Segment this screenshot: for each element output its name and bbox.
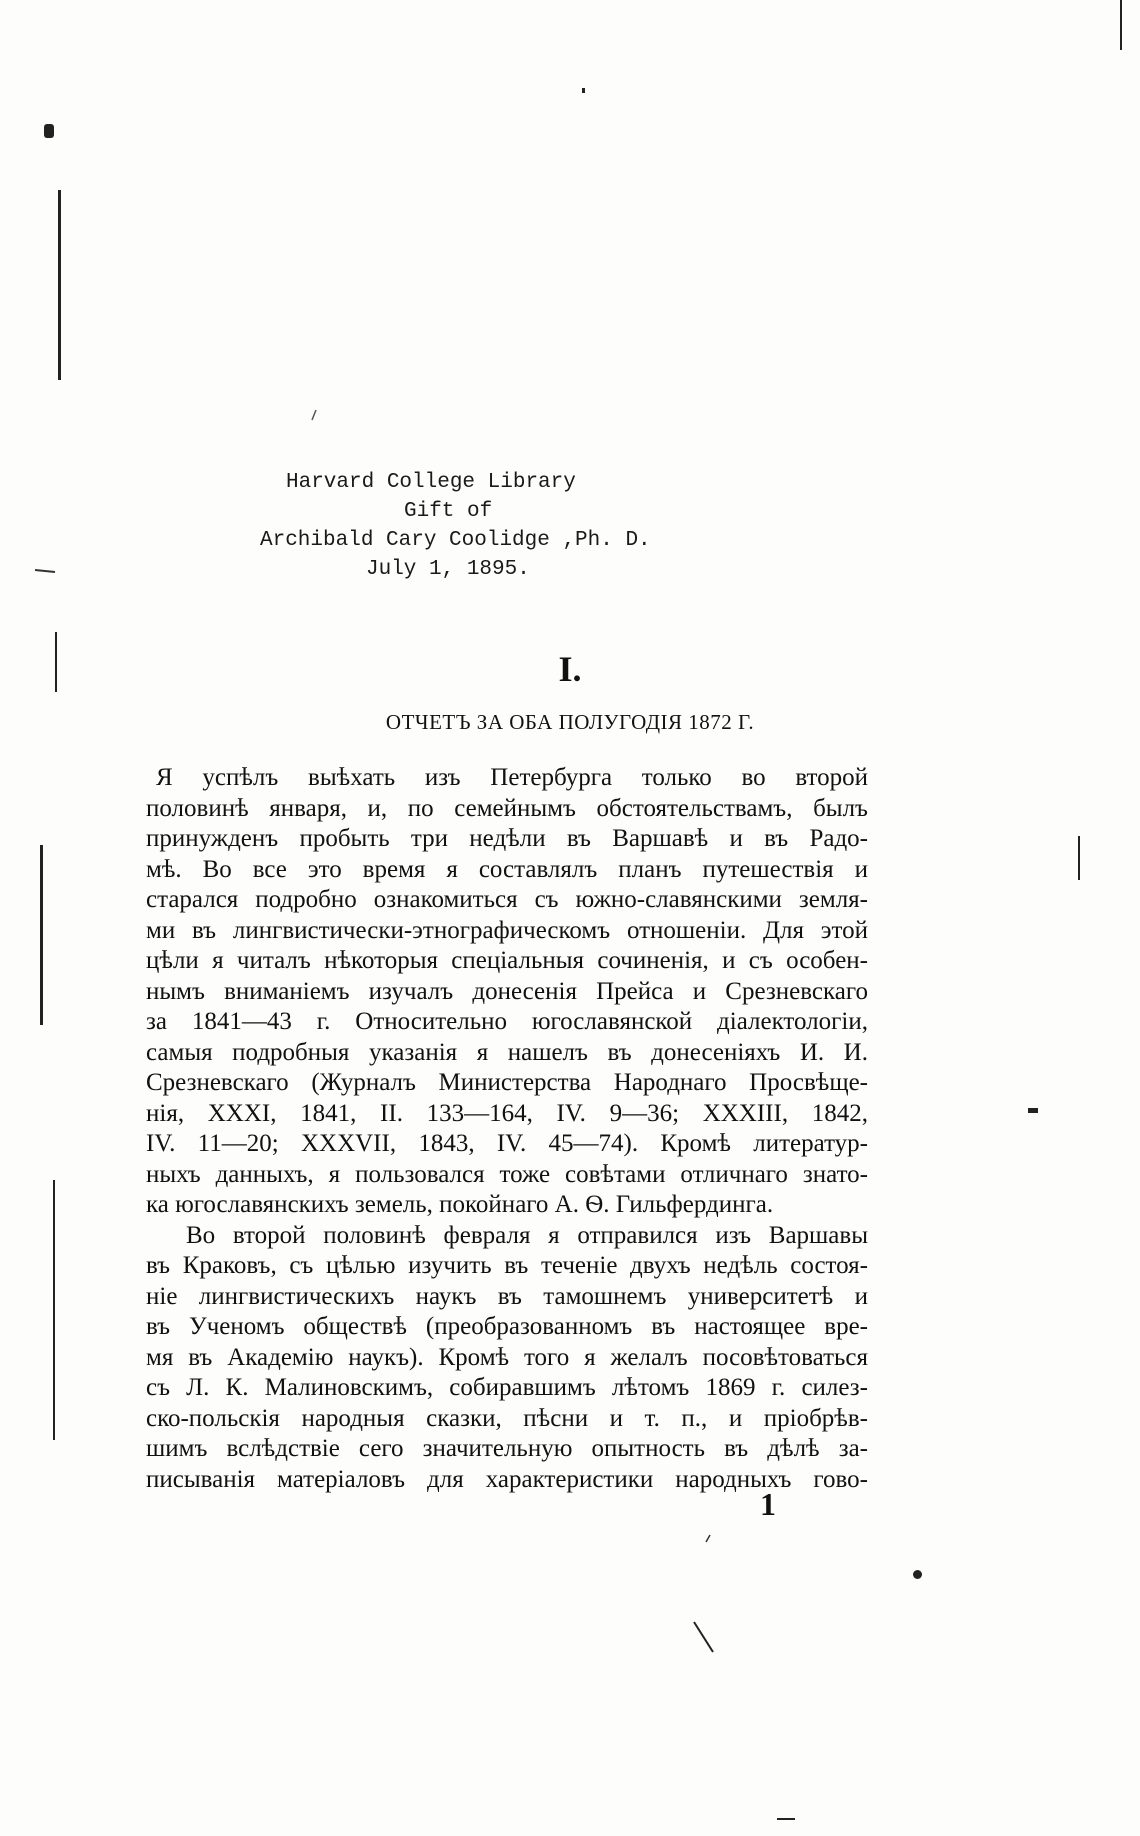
stamp-line-donor: Archibald Cary Coolidge ,Ph. D. (260, 529, 651, 552)
page-number: 1 (760, 1486, 776, 1522)
text-line: ми въ лингвистически-этнографическомъ отношеніи. Для этой (146, 916, 868, 944)
text-line: старался подробно ознакомиться съ южно-славянскими земля- (146, 886, 868, 913)
text-line: ка югославянскихъ земель, покойнаго А. Ѳ. Гильфердинга. (146, 1191, 774, 1218)
text-line: писыванія матеріаловъ для характеристики народныхъ гово- (146, 1465, 868, 1493)
scan-speck (777, 1818, 795, 1820)
text-line: принужденъ пробыть три недѣли въ Варшавѣ и въ Радо- (146, 825, 868, 852)
body-text (146, 763, 868, 1495)
text-line: нія, XXXI, 1841, II. 133—164, IV. 9—36; XXXIII, 1842, (146, 1099, 868, 1127)
scan-edge-line (40, 845, 43, 1025)
text-line: нымъ вниманіемъ изучалъ донесенія Прейса и Срезневскаго (146, 977, 868, 1005)
scan-edge-line (55, 632, 57, 692)
text-line: съ Л. К. Малиновскимъ, собиравшимъ лѣтомъ 1869 г. силез- (146, 1374, 868, 1401)
scan-edge-line (53, 1180, 55, 1440)
text-line: мѣ. Во все это время я составлялъ планъ путешествія и (146, 855, 868, 883)
scan-speck (913, 1570, 922, 1579)
text-line: Во второй половинѣ февраля я отправился изъ Варшавы (186, 1221, 868, 1249)
scan-speck (1028, 1108, 1038, 1113)
stamp-line-date: July 1, 1895. (366, 558, 530, 581)
stamp-line-library: Harvard College Library (286, 471, 576, 494)
text-line: шимъ вслѣдствіе сего значительную опытность въ дѣлѣ за- (146, 1435, 868, 1462)
stamp-line-gift: Gift of (404, 500, 493, 523)
text-line: въ Ученомъ обществѣ (преобразованномъ въ настоящее вре- (146, 1313, 868, 1340)
text-line: мя въ Академію наукъ). Кромѣ того я желалъ посовѣтоваться (146, 1343, 868, 1371)
text-line: IV. 11—20; XXXVII, 1843, IV. 45—74). Кромѣ литератур- (146, 1130, 868, 1157)
text-line: ніе лингвистическихъ наукъ въ тамошнемъ университетѣ и (146, 1282, 868, 1310)
section-title: ОТЧЕТЪ ЗА ОБА ПОЛУГОДІЯ 1872 Г. (385, 710, 755, 734)
scan-edge-line (58, 190, 61, 380)
text-line: половинѣ января, и, по семейнымъ обстоятельствамъ, былъ (146, 794, 868, 822)
scan-speck (582, 88, 585, 93)
library-stamp (240, 468, 710, 584)
text-line: ныхъ данныхъ, я пользовался тоже совѣтами отличнаго знато- (146, 1160, 868, 1188)
text-line: за 1841—43 г. Относительно югославянской діалектологіи, (146, 1008, 868, 1035)
scan-speck (1120, 0, 1122, 50)
section-number: I. (558, 649, 582, 689)
text-line: самыя подробныя указанія я нашелъ въ донесеніяхъ И. И. (146, 1038, 868, 1066)
scan-speck (1078, 836, 1080, 880)
text-line: Срезневскаго (Журналъ Министерства Народнаго Просвѣще- (146, 1069, 868, 1096)
scan-speck (44, 124, 54, 138)
text-line: Я успѣлъ выѣхать изъ Петербурга только во второй (156, 764, 868, 791)
text-line: въ Краковъ, съ цѣлью изучить въ теченіе двухъ недѣль состоя- (146, 1252, 868, 1279)
text-line: ско-польскія народныя сказки, пѣсни и т. п., и пріобрѣв- (146, 1404, 868, 1432)
text-line: цѣли я читалъ нѣкоторыя спеціальныя сочиненія, и съ особен- (146, 947, 868, 974)
